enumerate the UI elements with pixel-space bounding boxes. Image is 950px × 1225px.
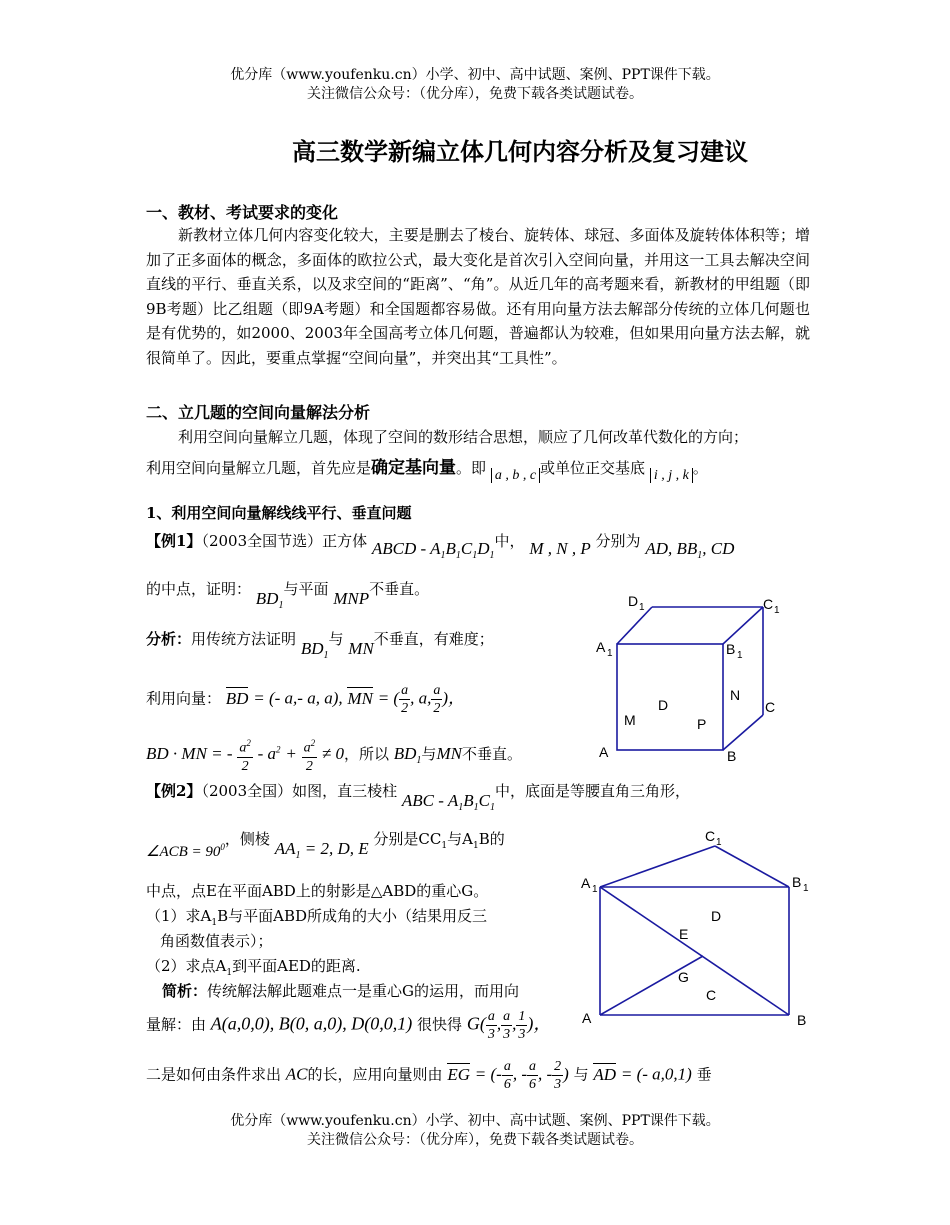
fraction-a-over-6b: $\frac{a}{6}$ [529, 1059, 536, 1092]
analysis-label: 分析： [146, 630, 192, 648]
vector-ad: AD [593, 1064, 617, 1084]
eg-val: = (- [474, 1064, 502, 1084]
vector-bd-value: = (- a,- a, a), [253, 688, 343, 708]
vector-mn-mid: , a, [410, 688, 432, 708]
angle-acb: ∠ACB = $90^0$ [146, 842, 225, 860]
label-p: P [697, 716, 707, 732]
example2-q2: （2）求点$A_1$到平面AED的距离. [146, 957, 361, 978]
dot-mn: MN [436, 743, 462, 763]
example2-coords-line [146, 1008, 551, 1043]
dot-bd1: $BD_1$ [393, 743, 422, 766]
last-b: 的长，应用向量则由 [307, 1065, 443, 1084]
prism-edge-a1c1 [600, 846, 715, 887]
analysis-mn: MN [348, 639, 374, 658]
g-comma1: , [496, 1014, 502, 1034]
header-line-2: 关注微信公众号：（优分库），免费下载各类试题试卷。 [307, 86, 643, 102]
g-comma2: , [512, 1014, 517, 1034]
example2-q1-cont: 角函数值表示）； [160, 932, 273, 950]
vector-bd: BD [225, 688, 249, 708]
label-c1: C [763, 596, 774, 612]
sub1-heading: 1、利用空间向量解线线平行、垂直问题 [146, 504, 412, 522]
cube-edge-b1c1 [723, 607, 763, 644]
example1-fenbie: 分别为 [595, 532, 641, 550]
fraction-a2-over-2b: $\frac{a^2}{2}$ [302, 735, 318, 775]
section2-body2-pre: 利用空间向量解立几题，首先应是 [146, 459, 372, 477]
example1-source: （2003全国节选）正方体 [201, 532, 368, 550]
section2-body2 [146, 453, 708, 484]
cube-edge-bc [723, 715, 763, 750]
dot-ne: ≠ 0 [321, 743, 344, 763]
example2-fenbie: 分别是$CC_1$与$A_1B$的 [373, 830, 505, 851]
section1-heading: 一、教材、考试要求的变化 [146, 203, 339, 222]
label-a1-sub: 1 [607, 648, 613, 659]
cube-edge-a1d1 [617, 607, 652, 644]
analysis-text2: 不垂直，有难度； [373, 630, 494, 648]
last-chui: 垂 [696, 1065, 712, 1084]
analysis-text1: 用传统方法证明 [191, 630, 297, 648]
fraction-a-over-2: $\frac{a}{2}$ [401, 683, 409, 716]
fraction-a2-over-2: $\frac{a^2}{2}$ [237, 735, 253, 775]
example1-analysis [146, 628, 494, 661]
midpoints: AD, $BB_1$, CD [645, 539, 735, 561]
basis-abc: a , b , c [491, 468, 540, 483]
example1-line1 [146, 530, 734, 561]
example1-zhong: 中， [494, 532, 525, 550]
fraction-a-over-3: $\frac{a}{3}$ [487, 1009, 495, 1042]
vector-eg: EG [447, 1064, 470, 1084]
plane-mnp: MNP [333, 589, 370, 608]
eg-comma1: , - [512, 1064, 527, 1084]
ad-val: = (- a,0,1) [620, 1064, 692, 1084]
fraction-1-over-3: $\frac{1}{3}$ [518, 1009, 526, 1042]
section2-heading: 二、立几题的空间向量解法分析 [146, 403, 371, 422]
prism-figure [575, 820, 815, 1035]
example1-line2 [146, 578, 429, 611]
vector-mn: MN [347, 688, 373, 708]
prism-name: ABC - $A_1B_1C_1$ [401, 791, 495, 813]
cube-figure [590, 588, 790, 768]
dot-yu: 与 [421, 744, 437, 763]
example1-yu: 与平面 [283, 580, 329, 598]
section2-mid2: 或单位正交基底 [540, 459, 646, 477]
section2-body1: 利用空间向量解立几题，体现了空间的数形结合思想，顺应了几何改革代数化的方向； [178, 428, 749, 446]
prism-segment-ae [600, 956, 703, 1015]
label-b-prism: B [797, 1012, 807, 1028]
prism-diagonal-a1b [600, 887, 789, 1015]
section2-mid: 。即 [456, 459, 487, 477]
section2-bold: 确定基向量 [371, 458, 457, 478]
label-d: D [658, 697, 669, 713]
example2-zhong: 中，底面是等腰直角三角形， [495, 782, 691, 800]
g-pre: G( [466, 1013, 486, 1034]
cube-name: ABCD - $A_1B_1C_1D_1$ [371, 539, 495, 561]
vector-mn-end: )， [442, 688, 465, 708]
label-g-prism: G [678, 969, 689, 985]
example1-dot [146, 735, 522, 775]
example2-q1: （1）求$A_1B$与平面ABD所成角的大小（结果用反三 [146, 907, 488, 928]
label-a1-prism-sub: 1 [592, 884, 598, 895]
analysis-bd1: $BD_1$ [300, 639, 329, 661]
example2-line2 [146, 828, 505, 861]
example2-source: （2003全国）如图，直三棱柱 [201, 782, 398, 800]
page-title: 高三数学新编立体几何内容分析及复习建议 [292, 137, 748, 166]
example2-line1 [146, 780, 690, 813]
example1-line2a: 的中点，证明： [146, 580, 252, 598]
dot-concl: ，所以 [343, 744, 389, 763]
eg-comma2: , - [538, 1064, 553, 1084]
label-b1-prism: B [792, 874, 802, 890]
label-c: C [765, 699, 776, 715]
section1-body: 新教材立体几何内容变化较大，主要是删去了棱台、旋转体、球冠、多面体及旋转体体积等；增加了正多面体的概念，多面体的欧拉公式，最大变化是首次引入空间向量，并用这一工具去解决空间直线的平行、垂直关系，以及求空间的“距离”、“角”。从近几年的高考题来看，新教材的甲组题（即9B考题）比乙组题（即9A考题）和全国题都容易做。还有用向量方法去解部分传统的立体几何题也是有优势的，如2000、2003年全国高考立体几何题，普遍都认为较难，但如果用向量方法去解，就很简单了。因此，要重点掌握“空间向量”，并突出其“工具性”。 [146, 226, 810, 367]
example1-vectors [146, 682, 465, 717]
cube-front-face [617, 644, 723, 750]
label-d1-sub: 1 [639, 602, 645, 613]
vector-mn-eq: = ( [377, 688, 400, 708]
fraction-a-over-2b: $\frac{a}{2}$ [433, 683, 441, 716]
example1-label: 【例1】 [146, 532, 202, 550]
section2-end: 。 [692, 459, 708, 477]
dot-plus: + [285, 743, 297, 763]
label-e-prism: E [679, 926, 689, 942]
footer-line-1: 优分库（www.youfenku.cn）小学、初中、高中试题、案例、PPT课件下载。 [230, 1113, 720, 1129]
label-b1-prism-sub: 1 [803, 883, 809, 894]
dot-mid: - $a^2$ [257, 743, 281, 763]
label-d1: D [628, 593, 639, 609]
label-d-prism: D [711, 908, 722, 924]
vector-label: 利用向量： [146, 689, 222, 708]
g-end: )， [527, 1013, 552, 1034]
label-a: A [599, 744, 609, 760]
label-b1-sub: 1 [737, 650, 743, 661]
label-a-prism: A [582, 1010, 592, 1026]
fraction-2-over-3: $\frac{2}{3}$ [554, 1059, 562, 1092]
brief-label: 简析： [162, 982, 208, 1000]
example2-label: 【例2】 [146, 782, 202, 800]
label-n: N [730, 687, 741, 703]
label-c-prism: C [706, 987, 717, 1003]
edge-aa1: $AA_1 = 2$, D, E [274, 839, 369, 861]
last-a: 二是如何由条件求出 [146, 1065, 282, 1084]
eg-end: ) [563, 1064, 569, 1084]
label-b: B [727, 748, 737, 764]
example2-leng: ，侧棱 [224, 830, 270, 848]
last-yu: 与 [573, 1065, 589, 1084]
footer-line-2: 关注微信公众号：（优分库），免费下载各类试题试卷。 [307, 1132, 643, 1148]
coords-pre: 量解：由 [146, 1015, 207, 1034]
dot-end: 不垂直。 [461, 744, 522, 763]
label-m: M [624, 712, 636, 728]
label-c1-prism: C [705, 828, 716, 844]
label-c1-prism-sub: 1 [716, 837, 722, 848]
example2-brief [162, 980, 519, 1001]
dot-lhs: BD · MN = - [146, 743, 233, 763]
prism-edge-c1b1 [715, 846, 789, 887]
example1-notperp: 不垂直。 [369, 580, 430, 598]
label-c1-sub: 1 [774, 605, 780, 616]
fraction-a-over-6: $\frac{a}{6}$ [503, 1059, 511, 1092]
example2-line3: 中点，点E在平面ABD上的射影是△ABD的重心G。 [146, 882, 489, 900]
label-b1: B [726, 641, 736, 657]
coords: A(a,0,0), B(0, a,0), D(0,0,1) [210, 1013, 413, 1034]
basis-ijk: i , j , k [650, 468, 693, 483]
brief-text: 传统解法解此题难点一是重心G的运用，而用向 [207, 982, 520, 1000]
example2-last-line [146, 1058, 712, 1093]
points-mnp: M , N , P [529, 539, 591, 558]
fraction-a-over-3b: $\frac{a}{3}$ [503, 1009, 511, 1042]
coords-quick: 很快得 [417, 1015, 463, 1034]
analysis-yu: 与 [328, 630, 344, 648]
bd1-term: $BD_1$ [255, 589, 284, 611]
label-a1-prism: A [581, 875, 591, 891]
segment-ac: AC [285, 1064, 308, 1084]
header-line-1: 优分库（www.youfenku.cn）小学、初中、高中试题、案例、PPT课件下载。 [230, 67, 720, 83]
label-a1: A [596, 639, 606, 655]
